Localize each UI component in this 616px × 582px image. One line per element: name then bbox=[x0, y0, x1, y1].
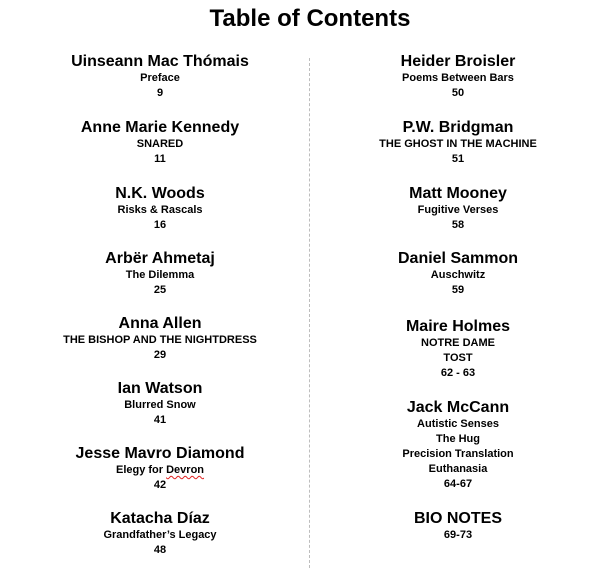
entry-pages: 41 bbox=[153, 414, 167, 426]
entry-work: The Hug bbox=[436, 433, 480, 445]
entry-work: SNARED bbox=[136, 138, 184, 150]
toc-entry bbox=[300, 52, 616, 101]
toc-entry bbox=[300, 398, 616, 492]
toc-entry bbox=[0, 509, 320, 558]
entry-work bbox=[0, 463, 320, 478]
toc-entry bbox=[0, 314, 320, 363]
entry-work: Blurred Snow bbox=[124, 399, 196, 411]
entry-author: Heider Broisler bbox=[400, 53, 516, 70]
entry-author: Anne Marie Kennedy bbox=[80, 119, 240, 136]
entry-pages: 29 bbox=[153, 349, 167, 361]
entry-pages: 9 bbox=[156, 87, 164, 99]
entry-author: Maire Holmes bbox=[405, 318, 511, 335]
toc-entry bbox=[0, 444, 320, 493]
entry-work: Poems Between Bars bbox=[402, 72, 514, 84]
toc-entry bbox=[300, 118, 616, 167]
entry-author: Katacha Díaz bbox=[110, 510, 210, 527]
entry-work: THE BISHOP AND THE NIGHTDRESS bbox=[63, 334, 257, 346]
entry-pages: 11 bbox=[154, 153, 166, 165]
entry-pages: 59 bbox=[451, 284, 465, 296]
toc-entry bbox=[0, 118, 320, 167]
entry-work: Euthanasia bbox=[428, 463, 488, 475]
entry-pages: 42 bbox=[153, 479, 167, 491]
entry-author: Arbër Ahmetaj bbox=[105, 250, 215, 267]
entry-work: The Dilemma bbox=[125, 269, 195, 281]
toc-entry bbox=[300, 317, 616, 381]
toc-entry bbox=[300, 249, 616, 298]
toc-entry bbox=[0, 379, 320, 428]
entry-author: Jack McCann bbox=[406, 399, 510, 416]
entry-author: Matt Mooney bbox=[409, 185, 507, 202]
entry-work: Risks & Rascals bbox=[117, 204, 203, 216]
entry-pages: 48 bbox=[153, 544, 167, 556]
entry-work: Grandfather’s Legacy bbox=[103, 529, 217, 541]
entry-author: N.K. Woods bbox=[115, 185, 205, 202]
entry-work: Fugitive Verses bbox=[417, 204, 499, 216]
entry-work: Preface bbox=[140, 72, 180, 84]
entry-author: Daniel Sammon bbox=[397, 250, 519, 267]
entry-author: Ian Watson bbox=[117, 380, 203, 397]
toc-entry bbox=[300, 184, 616, 233]
entry-work-prefix: Elegy for bbox=[115, 464, 167, 476]
entry-pages: 69-73 bbox=[443, 529, 473, 541]
toc-entry bbox=[0, 52, 320, 101]
entry-work: Precision Translation bbox=[402, 448, 514, 460]
entry-pages: 50 bbox=[451, 87, 465, 99]
entry-work: Autistic Senses bbox=[417, 418, 499, 430]
page-title: Table of Contents bbox=[209, 5, 411, 32]
spellcheck-flagged-word: Devron bbox=[166, 464, 205, 476]
entry-work: TOST bbox=[443, 352, 473, 364]
entry-pages: 62 - 63 bbox=[440, 367, 476, 379]
entry-pages: 64-67 bbox=[443, 478, 473, 490]
toc-entry bbox=[0, 184, 320, 233]
entry-pages: 16 bbox=[153, 219, 167, 231]
entry-work: NOTRE DAME bbox=[421, 337, 495, 349]
toc-entry bbox=[0, 249, 320, 298]
entry-pages: 51 bbox=[451, 153, 465, 165]
toc-entry bbox=[300, 509, 616, 543]
entry-work: Auschwitz bbox=[430, 269, 486, 281]
entry-author: BIO NOTES bbox=[413, 510, 502, 527]
entry-author: P.W. Bridgman bbox=[402, 119, 514, 136]
entry-author: Jesse Mavro Diamond bbox=[75, 445, 245, 462]
entry-author: Uinseann Mac Thómais bbox=[71, 53, 249, 70]
entry-pages: 58 bbox=[451, 219, 465, 231]
entry-pages: 25 bbox=[153, 284, 167, 296]
entry-author: Anna Allen bbox=[118, 315, 202, 332]
entry-work: THE GHOST IN THE MACHINE bbox=[379, 138, 537, 150]
